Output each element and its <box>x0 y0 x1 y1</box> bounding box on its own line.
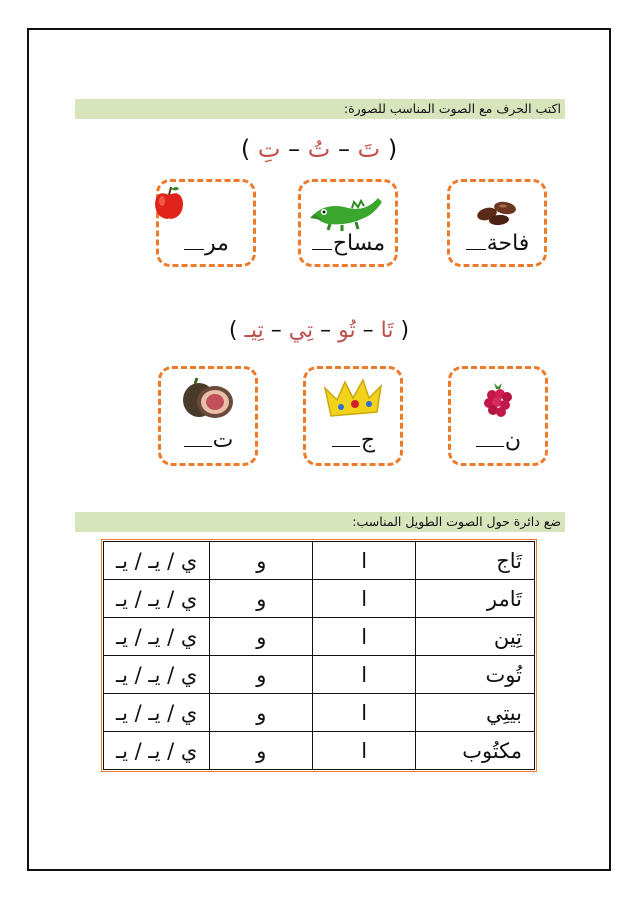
yaa-option[interactable]: ي / يـ / يـ <box>104 580 210 618</box>
fill-word: ج <box>306 429 400 453</box>
answer-blank[interactable] <box>184 442 212 447</box>
waw-option[interactable]: و <box>210 732 313 770</box>
fill-word: ن <box>451 429 545 453</box>
crown-icon <box>306 375 400 419</box>
fill-word: فاحة <box>450 232 544 256</box>
waw-option[interactable]: و <box>210 542 313 580</box>
raspberry-icon <box>451 377 545 421</box>
long-vowel-table <box>103 541 535 770</box>
choices-short-vowels: ( تَ – تُ – تِ ) <box>240 135 398 163</box>
waw-option[interactable]: و <box>210 618 313 656</box>
answer-blank[interactable] <box>312 245 332 250</box>
fig-icon <box>161 375 255 419</box>
choice-option: تُ <box>307 135 331 163</box>
alef-option[interactable]: ا <box>313 580 416 618</box>
choice-option: تَا <box>380 318 394 343</box>
choice-option: تُو <box>338 318 356 343</box>
waw-option[interactable]: و <box>210 580 313 618</box>
picture-card-crown <box>303 366 403 466</box>
yaa-option[interactable]: ي / يـ / يـ <box>104 618 210 656</box>
table-row <box>104 618 535 656</box>
yaa-option[interactable]: ي / يـ / يـ <box>104 542 210 580</box>
alef-option[interactable]: ا <box>313 618 416 656</box>
alef-option[interactable]: ا <box>313 694 416 732</box>
instruction-circle-sound: ضع دائرة حول الصوت الطويل المناسب: <box>75 512 565 532</box>
picture-card-raspberry <box>448 366 548 466</box>
apple-icon <box>159 188 253 232</box>
picture-card-dates <box>447 179 547 267</box>
table-row <box>104 542 535 580</box>
yaa-option[interactable]: ي / يـ / يـ <box>104 656 210 694</box>
yaa-option[interactable]: ي / يـ / يـ <box>104 694 210 732</box>
choice-option: تَ <box>357 135 381 163</box>
alef-option[interactable]: ا <box>313 732 416 770</box>
instruction-write-letter: اكتب الحرف مع الصوت المناسب للصورة: <box>75 99 565 119</box>
picture-card-fig <box>158 366 258 466</box>
crocodile-icon <box>301 188 395 232</box>
choices-long-vowels: ( تَا – تُو – تِي – تِيـ ) <box>228 318 410 343</box>
choice-option: تِي <box>288 318 314 343</box>
fill-word: مساح <box>301 232 395 256</box>
word-cell: بيتِي <box>415 694 534 732</box>
fill-word: مر <box>159 232 253 256</box>
word-cell: تُوت <box>415 656 534 694</box>
answer-blank[interactable] <box>466 245 486 250</box>
answer-blank[interactable] <box>476 442 504 447</box>
table-row <box>104 694 535 732</box>
word-cell: تَاج <box>415 542 534 580</box>
waw-option[interactable]: و <box>210 656 313 694</box>
alef-option[interactable]: ا <box>313 656 416 694</box>
table-row <box>104 656 535 694</box>
waw-option[interactable]: و <box>210 694 313 732</box>
table-row <box>104 580 535 618</box>
answer-blank[interactable] <box>184 245 204 250</box>
answer-blank[interactable] <box>332 442 360 447</box>
picture-card-crocodile <box>298 179 398 267</box>
word-cell: تَامر <box>415 580 534 618</box>
choice-option: تِ <box>257 135 281 163</box>
table-row <box>104 732 535 770</box>
yaa-option[interactable]: ي / يـ / يـ <box>104 732 210 770</box>
word-cell: مكتُوب <box>415 732 534 770</box>
choice-option: تِيـ <box>244 318 264 343</box>
fill-word: ت <box>161 429 255 453</box>
dates-icon <box>450 188 544 232</box>
picture-card-apple <box>156 179 256 267</box>
alef-option[interactable]: ا <box>313 542 416 580</box>
word-cell: تِين <box>415 618 534 656</box>
